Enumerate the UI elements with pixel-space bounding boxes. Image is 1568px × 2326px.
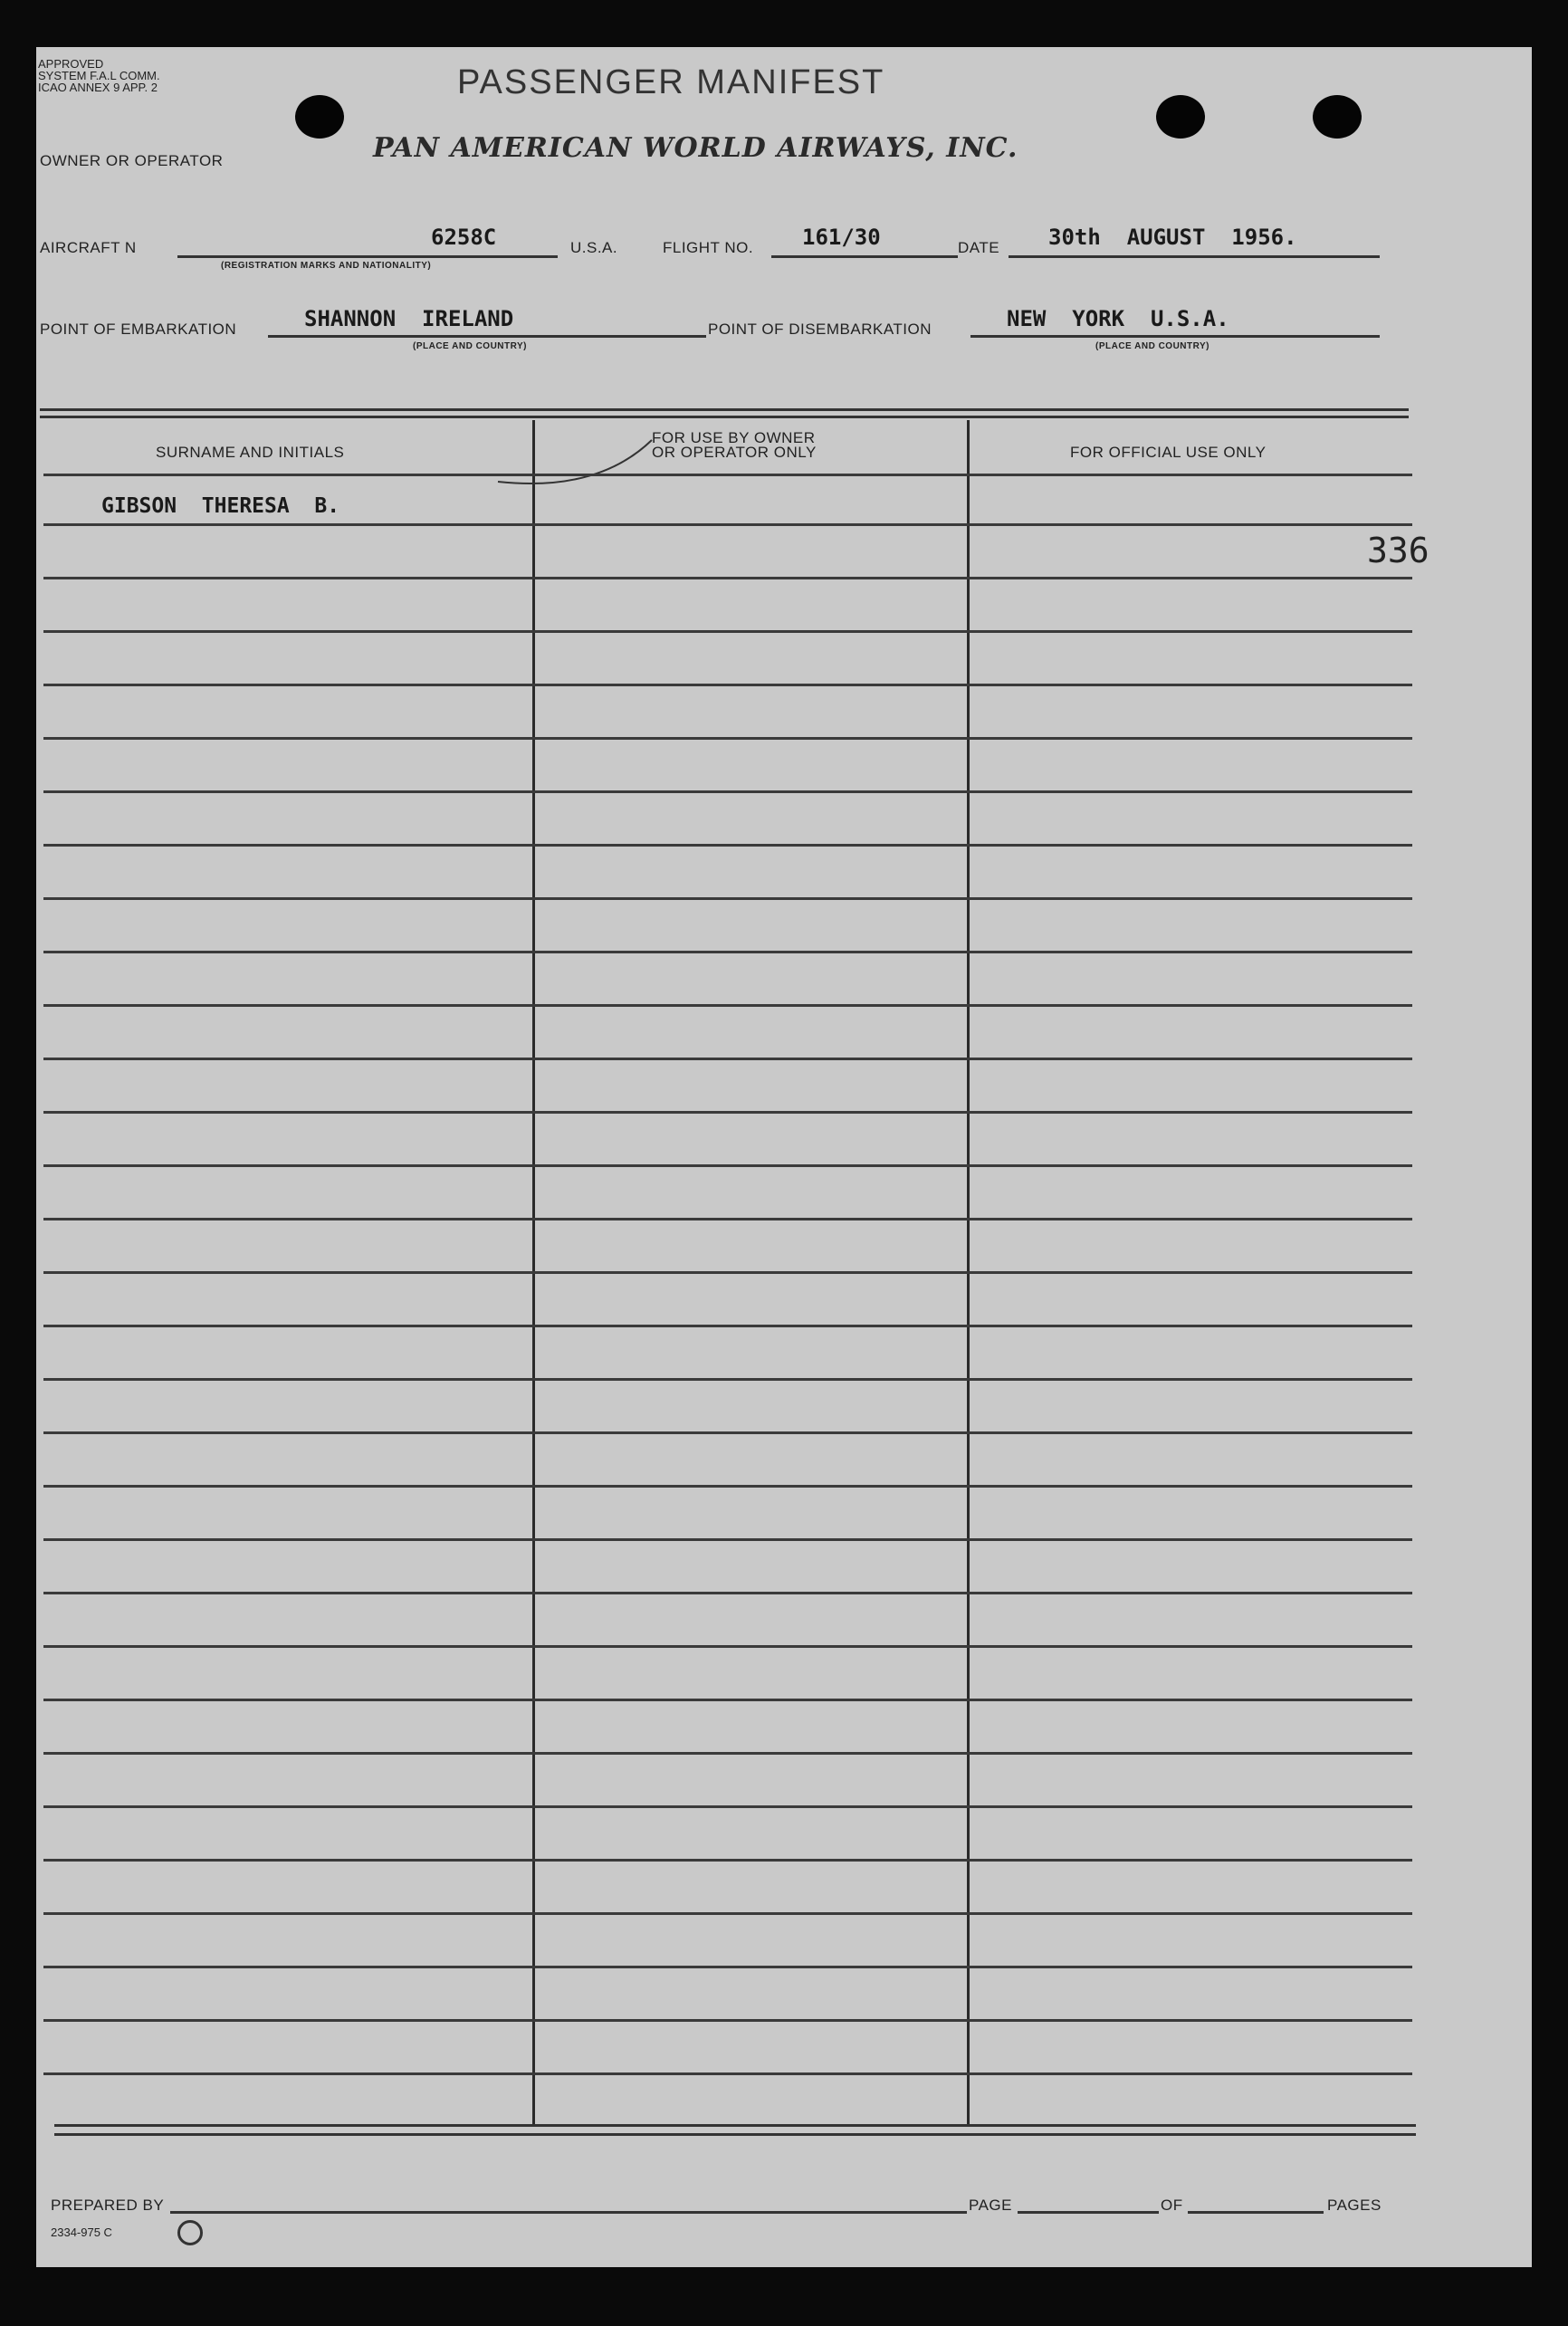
union-label-icon [177,2220,203,2245]
prepared-by-label: PREPARED BY [51,2197,165,2214]
page-number: 336 [1367,531,1429,570]
row-line [43,1325,1412,1327]
row-line [43,1218,1412,1220]
table-top-rule-2 [40,416,1409,418]
pages-label: PAGES [1327,2197,1382,2214]
operator-name: PAN AMERICAN WORLD AIRWAYS, INC. [373,132,1018,164]
flight-fill-line [771,255,958,258]
row-line [43,1752,1412,1755]
embarkation-value: SHANNON IRELAND [304,306,514,331]
punch-hole-right-1 [1156,95,1205,139]
approval-line-2: SYSTEM F.A.L COMM. [38,69,160,82]
passenger-name: GIBSON THERESA B. [101,494,340,518]
row-line [43,1592,1412,1594]
date-fill-line [1009,255,1380,258]
date-label: DATE [958,239,1000,256]
disembarkation-label: POINT OF DISEMBARKATION [708,321,932,338]
row-line [43,577,1412,579]
owner-use-line-1: FOR USE BY OWNER [652,429,816,446]
page-title: PASSENGER MANIFEST [457,63,885,101]
page-fill-line [1018,2211,1159,2214]
row-line [43,737,1412,740]
row-line [43,1378,1412,1381]
table-bottom-rule-2 [54,2133,1416,2136]
of-label: OF [1161,2197,1183,2214]
approval-stamp [38,58,160,93]
row-line [43,951,1412,953]
row-line [43,844,1412,847]
row-line [43,1485,1412,1488]
embarkation-label: POINT OF EMBARKATION [40,321,237,338]
hand-drawn-curve [489,435,670,489]
row-line [43,790,1412,793]
disembarkation-value: NEW YORK U.S.A. [1007,306,1229,331]
row-line [43,897,1412,900]
row-line [43,1431,1412,1434]
row-line [43,1004,1412,1007]
of-fill-line [1188,2211,1324,2214]
aircraft-sublabel: (REGISTRATION MARKS AND NATIONALITY) [221,261,432,271]
owner-use-line-2: OR OPERATOR ONLY [652,444,817,461]
punch-hole-right-2 [1313,95,1362,139]
row-line [43,1805,1412,1808]
column-header-surname: SURNAME AND INITIALS [156,444,345,461]
manifest-sheet [36,47,1532,2267]
row-line [43,1966,1412,1968]
flight-label: FLIGHT NO. [663,239,754,256]
aircraft-nationality: U.S.A. [570,239,618,256]
embarkation-sublabel: (PLACE AND COUNTRY) [413,341,527,351]
aircraft-fill-line [177,255,558,258]
row-line [43,630,1412,633]
row-line [43,1645,1412,1648]
row-line [43,1699,1412,1701]
form-code: 2334-975 C [51,2225,112,2239]
disembarkation-fill-line [970,335,1380,338]
row-line [43,1912,1412,1915]
row-line [43,1538,1412,1541]
approval-line-1: APPROVED [38,57,104,71]
row-line [43,684,1412,686]
date-value: 30th AUGUST 1956. [1048,225,1297,250]
page-label: PAGE [969,2197,1012,2214]
row-line [43,1111,1412,1114]
column-header-official: FOR OFFICIAL USE ONLY [1070,444,1267,461]
owner-label: OWNER OR OPERATOR [40,152,224,169]
row-line [43,2019,1412,2022]
row-line [43,474,1412,476]
approval-line-3: ICAO ANNEX 9 APP. 2 [38,81,158,94]
row-line [43,523,1412,526]
aircraft-label: AIRCRAFT N [40,239,137,256]
table-top-rule-1 [40,408,1409,411]
embarkation-fill-line [268,335,706,338]
punch-hole-left [295,95,344,139]
flight-number: 161/30 [802,225,881,250]
prepared-by-fill-line [170,2211,967,2214]
row-line [43,1859,1412,1862]
disembarkation-sublabel: (PLACE AND COUNTRY) [1095,341,1209,351]
row-line [43,1271,1412,1274]
aircraft-registration: 6258C [431,225,497,250]
row-line [43,1164,1412,1167]
column-header-owner-use [652,431,817,460]
row-line [43,2072,1412,2075]
row-line [43,1058,1412,1060]
table-bottom-rule-1 [54,2124,1416,2127]
